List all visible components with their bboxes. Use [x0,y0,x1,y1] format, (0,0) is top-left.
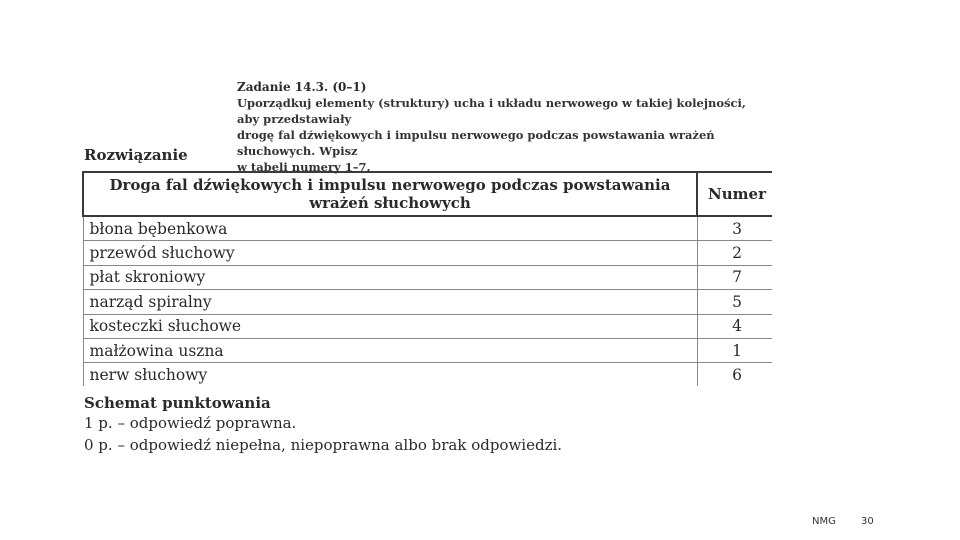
table-row [83,363,772,386]
row-item: przewód słuchowy [83,241,697,265]
table-row [83,241,772,265]
row-number: 2 [697,241,772,265]
row-item: narząd spiralny [83,290,697,314]
row-item: błona bębenkowa [83,216,697,241]
table-row [83,338,772,362]
header-number: Numer [697,172,772,216]
row-number: 3 [697,216,772,241]
header-item: Droga fal dźwiękowych i impulsu nerwowego podczas powstawania wrażeń słuchowych [83,172,697,216]
row-number: 1 [697,338,772,362]
row-number: 5 [697,290,772,314]
scoring-line-1: 1 p. – odpowiedź poprawna. [84,414,297,432]
row-number: 7 [697,265,772,289]
task-instruction-line-1: Uporządkuj elementy (struktury) ucha i układu nerwowego w takiej kolejności, aby przedstawiały [237,96,746,126]
table-row [83,216,772,241]
table-row [83,265,772,289]
page-number: 30 [861,516,874,527]
table-row [83,290,772,314]
scoring-block [84,394,562,456]
row-item: małżowina uszna [83,338,697,362]
row-item: kosteczki słuchowe [83,314,697,338]
row-number: 4 [697,314,772,338]
task-block [237,79,767,175]
row-item: płat skroniowy [83,265,697,289]
footer-label: NMG [812,516,836,527]
scoring-line-2: 0 p. – odpowiedź niepełna, niepoprawna albo brak odpowiedzi. [84,436,563,454]
row-item: nerw słuchowy [83,363,697,386]
task-title: Zadanie 14.3. (0–1) [237,80,367,94]
scoring-title: Schemat punktowania [84,394,271,412]
row-number: 6 [697,363,772,386]
table-header-row [83,172,772,216]
answer-table [82,171,772,386]
task-instruction-line-2: drogę fal dźwiękowych i impulsu nerwowego podczas powstawania wrażeń słuchowych. Wpisz [237,128,715,158]
answer-table-wrapper [82,171,772,386]
solution-heading: Rozwiązanie [84,146,188,164]
task-instruction-line-3: w tabeli numery 1–7. [237,160,371,174]
table-row [83,314,772,338]
